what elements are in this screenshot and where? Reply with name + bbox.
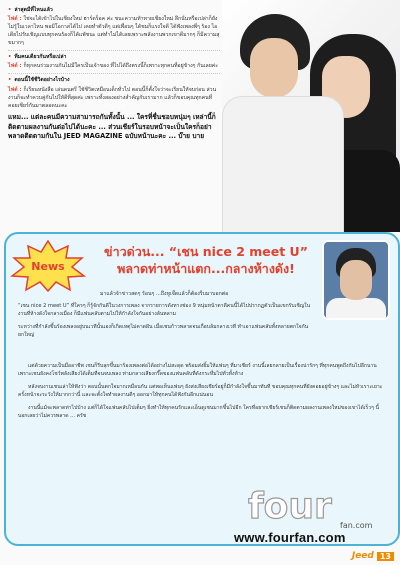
page-number: 13: [377, 552, 394, 561]
question-heading: [8, 53, 220, 61]
closing-paragraph: แหม... แต่ละคนมีความสามารถกันทั้งนั้น ... ใครที่ชื่นชอบหนุ่มๆ เหล่านี้ก็ติดตามผลงานกันต่อไปได้นะคะ ... ส่วนเชียร์ในรอบหน้าจะเป็นใครก็อย่าพลาดติดตามกันใน JEED MAGAZINE ฉบับหน้านะคะ ... บ๊าย บาย: [8, 112, 216, 141]
photo-figure: [222, 96, 344, 232]
portrait-photo: [322, 240, 390, 320]
answer-paragraph: [8, 15, 220, 47]
speaker-label: ไฟด์ :: [8, 63, 22, 70]
question-heading: [8, 6, 220, 14]
paragraph: ระหว่างที่กำลังขึ้นร้องเพลงอยู่บนเวทีนั้นเองก็เกิดเหตุไม่คาดฝัน เมื่อเชนก้าวพลาดจนเกือบล้มกลางเวที ทำเอาแฟนคลับทั้งหลายตกใจกันยกใหญ่: [18, 323, 309, 339]
paragraph: หลังจบงานเชนเล่าให้ฟังว่า ตอนนั้นตกใจมากเหมือนกัน แต่พอเห็นแฟนๆ ยังส่งเสียงเชียร์อยู่ก็มีกำลังใจขึ้นมาทันที ขอบคุณทุกคนที่ยังคอยอยู่ข้างๆ และไม่หัวเราะเยาะ ครั้งหน้าจะระวังให้มากกว่านี้ และจะตั้งใจทำผลงานดีๆ ออกมาให้ทุกคนได้ฟังกันอีกแน่นอน: [18, 383, 383, 399]
photo-figure: [340, 260, 372, 300]
logo-text: four: [248, 486, 332, 527]
question-text: ล่าสุดมีที่ไหนแล้ว: [14, 7, 53, 13]
news-headline: [88, 244, 324, 278]
speaker-label: ไฟด์ :: [8, 86, 22, 93]
paragraph: แต่ด้วยความเป็นมืออาชีพ เชนก็รีบลุกขึ้นมาร้องเพลงต่อได้อย่างไม่สะดุด พร้อมส่งยิ้มให้แฟนๆ ที่มาเชียร์ งานนี้เลยกลายเป็นเรื่องน่ารักๆ ที่ทุกคนพูดถึงกันไปอีกนาน เพราะเชนยังคงโชว์พลังเสียงได้เต็มที่จนจบเพลง ท่ามกลางเสียงกรี๊ดของแฟนคลับที่ดังกระหึ่มไปทั่วทั้งห้าง: [18, 363, 377, 378]
top-article: [8, 4, 220, 142]
answer-paragraph: [8, 62, 220, 70]
burst-label: News: [31, 260, 65, 273]
answer-text: ใช่จะได้เข้าไปในเชียงใหม่ ฮาร์ดร็อค ค่ะ ชนะความท้าทายเชียงใหม่ ลึกนั่นหรือเปล่าก็ยังไม่รู้ในเวลาไหน พอมีโอกาสได้ไป เคยทำตัวดีๆ แต่เพื่อนๆ ได้ชมก็แรงใจดี ได้ฟังเพลงพี่ๆ ร้อง ไอเดียไปรับเชิญแบบทุกคนร้องก็ได้แพ้ชนะ แต่ทำไม่ได้เลยเพราะพลังงานพวกเขาดีมากๆ ก็มีความสุขมากๆ: [8, 16, 220, 47]
bullet-icon: •: [8, 77, 12, 84]
magazine-brand: Jeed: [351, 551, 374, 561]
paragraph: “เชน nice 2 meet U” ที่ใครๆ ก็รู้จักกันดีในวงการเพลง จากรายการดังทางช่อง 9 หนุ่มหน้าตาดีคนนี้ได้ไปปรากฏตัวเป็นแขกรับเชิญในงานที่ห้างดังใจกลางเมือง ก็มีแฟนคลับตามไปให้กำลังใจกันอย่างล้นหลาม: [18, 303, 311, 318]
answer-paragraph: [8, 86, 220, 110]
photo-figure: [250, 38, 298, 98]
page-footer: [352, 551, 394, 561]
couple-photo: [222, 0, 400, 232]
bullet-icon: •: [8, 54, 12, 61]
paragraph: งานนี้แม้จะพลาดท่าไปบ้าง แต่ก็ได้ใจแฟนคลับไปเต็มๆ ยิ่งทำให้ทุกคนรักและเอ็นดูเชนมากขึ้นไปอีก ใครที่อยากเชียร์เชนก็ติดตามผลงานเพลงใหม่ของเขาได้เร็วๆ นี้ บอกเลยว่าไม่ควรพลาด ... ครัช: [18, 404, 379, 419]
headline-line: ข่าวด่วน... “เชน nice 2 meet U”: [104, 244, 308, 259]
watermark-url: www.fourfan.com: [234, 530, 346, 545]
bullet-icon: •: [8, 7, 12, 13]
question-text: ตอนนี้ใช้ชีวิตอย่างไรบ้าง: [14, 77, 70, 84]
news-byline: มาแล้วจ้าข่าวสดๆ ร้อนๆ ...ถึงหูเจ๊ดแล้วก็ต้องรีบมาบอกต่อ: [100, 291, 229, 297]
speaker-label: ไฟด์ :: [8, 16, 22, 23]
fourfan-logo-watermark: [244, 484, 394, 530]
question-text: ทีมคนเดียวกันหรือเปล่า: [14, 54, 67, 61]
question-heading: [8, 76, 220, 84]
photo-figure: [326, 298, 386, 320]
answer-text: ก็ทุกคนร่วมงานกันไม่มีใครเป็นเจ้าของ ที่ไปได้ถึงตรงนี้ก็เพราะทุกคนที่อยู่ข้างๆ กันเลยค่ะ: [23, 63, 219, 70]
divider: [8, 50, 220, 51]
logo-subtext: fan.com: [340, 521, 373, 530]
headline-line: พลาดท่าหน้าแตก...กลางห้างดัง!: [117, 260, 295, 276]
divider: [8, 73, 220, 74]
news-intro: [18, 302, 314, 344]
news-burst-icon: [10, 240, 86, 292]
answer-text: ก็เรียนหนังสือ เล่นดนตรี ใช้ชีวิตเหมือนเด็กทั่วไป ตอนนี้ก็ตั้งใจว่าจะเรียนให้จบก่อน ส่วนงานก็จะทำควบคู่กันไปให้ดีที่สุดค่ะ เพราะทั้งสองอย่างสำคัญกับเรามาก แล้วก็ขอบคุณทุกคนที่คอยเชียร์กันมาตลอดนะคะ: [8, 86, 217, 109]
news-body: [18, 362, 386, 424]
